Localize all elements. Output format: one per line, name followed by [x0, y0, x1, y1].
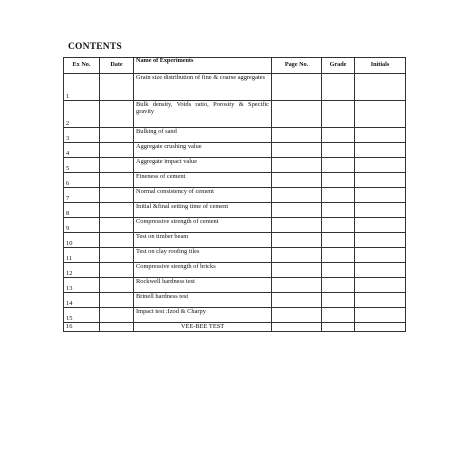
experiment-name: Initial &final setting time of cement	[134, 203, 272, 218]
experiment-name: Aggregate crushing value	[134, 143, 272, 158]
table-header-row	[64, 58, 406, 74]
page-no-cell	[272, 248, 322, 263]
table-row	[64, 248, 406, 263]
grade-cell	[322, 143, 355, 158]
table-row	[64, 203, 406, 218]
grade-cell	[322, 203, 355, 218]
initials-cell	[355, 248, 406, 263]
experiment-name: Impact test :Izod & Charpy	[134, 308, 272, 323]
experiment-number: 12	[64, 263, 100, 278]
page-no-cell	[272, 293, 322, 308]
grade-cell	[322, 188, 355, 203]
initials-cell	[355, 203, 406, 218]
initials-cell	[355, 218, 406, 233]
initials-cell	[355, 173, 406, 188]
date-cell	[100, 101, 134, 128]
experiment-name: Bulk density, Voids ratio, Porosity & Specific gravity	[134, 101, 272, 128]
date-cell	[100, 143, 134, 158]
grade-cell	[322, 218, 355, 233]
experiment-number: 13	[64, 278, 100, 293]
experiment-number: 7	[64, 188, 100, 203]
page-title: CONTENTS	[68, 42, 122, 52]
page-no-cell	[272, 128, 322, 143]
experiment-number: 1	[64, 74, 100, 101]
grade-cell	[322, 293, 355, 308]
initials-cell	[355, 308, 406, 323]
experiment-name: Compressive strength of cement	[134, 218, 272, 233]
grade-cell	[322, 101, 355, 128]
page-no-cell	[272, 74, 322, 101]
grade-cell	[322, 263, 355, 278]
grade-cell	[322, 248, 355, 263]
page-no-cell	[272, 143, 322, 158]
grade-cell	[322, 173, 355, 188]
experiment-name: Test on timber beam	[134, 233, 272, 248]
date-cell	[100, 293, 134, 308]
initials-cell	[355, 143, 406, 158]
experiment-name: Grain size distribution of fine & coarse aggregates	[134, 74, 272, 101]
page-no-cell	[272, 101, 322, 128]
experiment-name: Bulking of sand	[134, 128, 272, 143]
experiment-number: 8	[64, 203, 100, 218]
page-no-cell	[272, 308, 322, 323]
date-cell	[100, 218, 134, 233]
experiment-number: 14	[64, 293, 100, 308]
date-cell	[100, 263, 134, 278]
page-no-cell	[272, 158, 322, 173]
table-row	[64, 158, 406, 173]
experiment-name: VEE-BEE TEST	[134, 323, 272, 332]
date-cell	[100, 74, 134, 101]
date-cell	[100, 158, 134, 173]
initials-cell	[355, 128, 406, 143]
initials-cell	[355, 233, 406, 248]
initials-cell	[355, 263, 406, 278]
column-header-page-no: Page No.	[272, 58, 322, 74]
experiment-name: Rockwell hardness test	[134, 278, 272, 293]
initials-cell	[355, 101, 406, 128]
experiment-number: 4	[64, 143, 100, 158]
table-row	[64, 128, 406, 143]
page-no-cell	[272, 323, 322, 332]
date-cell	[100, 278, 134, 293]
experiment-number: 5	[64, 158, 100, 173]
experiment-number: 11	[64, 248, 100, 263]
experiment-name: Test on clay roofing tiles	[134, 248, 272, 263]
table-row	[64, 233, 406, 248]
experiment-number: 10	[64, 233, 100, 248]
date-cell	[100, 308, 134, 323]
experiment-number: 16	[64, 323, 100, 332]
experiment-name: Compressive strength of bricks	[134, 263, 272, 278]
grade-cell	[322, 128, 355, 143]
table-row	[64, 278, 406, 293]
initials-cell	[355, 278, 406, 293]
table-row	[64, 101, 406, 128]
initials-cell	[355, 293, 406, 308]
experiment-number: 9	[64, 218, 100, 233]
grade-cell	[322, 323, 355, 332]
table-row	[64, 308, 406, 323]
grade-cell	[322, 278, 355, 293]
experiment-number: 15	[64, 308, 100, 323]
initials-cell	[355, 74, 406, 101]
date-cell	[100, 128, 134, 143]
initials-cell	[355, 323, 406, 332]
date-cell	[100, 188, 134, 203]
page-no-cell	[272, 233, 322, 248]
grade-cell	[322, 158, 355, 173]
table-row	[64, 188, 406, 203]
column-header-name: Name of Experiments	[134, 58, 272, 74]
table-row	[64, 323, 406, 332]
date-cell	[100, 248, 134, 263]
table-row	[64, 74, 406, 101]
experiment-number: 6	[64, 173, 100, 188]
initials-cell	[355, 188, 406, 203]
grade-cell	[322, 233, 355, 248]
table-row	[64, 293, 406, 308]
column-header-grade: Grade	[322, 58, 355, 74]
grade-cell	[322, 74, 355, 101]
column-header-ex-no: Ex No.	[64, 58, 100, 74]
initials-cell	[355, 158, 406, 173]
table-row	[64, 218, 406, 233]
table-row	[64, 173, 406, 188]
date-cell	[100, 323, 134, 332]
page-no-cell	[272, 263, 322, 278]
experiment-number: 2	[64, 101, 100, 128]
page-no-cell	[272, 218, 322, 233]
column-header-date: Date	[100, 58, 134, 74]
date-cell	[100, 233, 134, 248]
grade-cell	[322, 308, 355, 323]
experiment-number: 3	[64, 128, 100, 143]
experiment-name: Normal consistency of cement	[134, 188, 272, 203]
experiment-name: Aggregate impact value	[134, 158, 272, 173]
page-no-cell	[272, 188, 322, 203]
page-no-cell	[272, 278, 322, 293]
page-no-cell	[272, 203, 322, 218]
experiment-name: Fineness of cement	[134, 173, 272, 188]
table-row	[64, 263, 406, 278]
experiment-name: Brinell hardness test	[134, 293, 272, 308]
date-cell	[100, 203, 134, 218]
contents-table	[63, 57, 406, 332]
date-cell	[100, 173, 134, 188]
column-header-initials: Initials	[355, 58, 406, 74]
page-no-cell	[272, 173, 322, 188]
table-row	[64, 143, 406, 158]
